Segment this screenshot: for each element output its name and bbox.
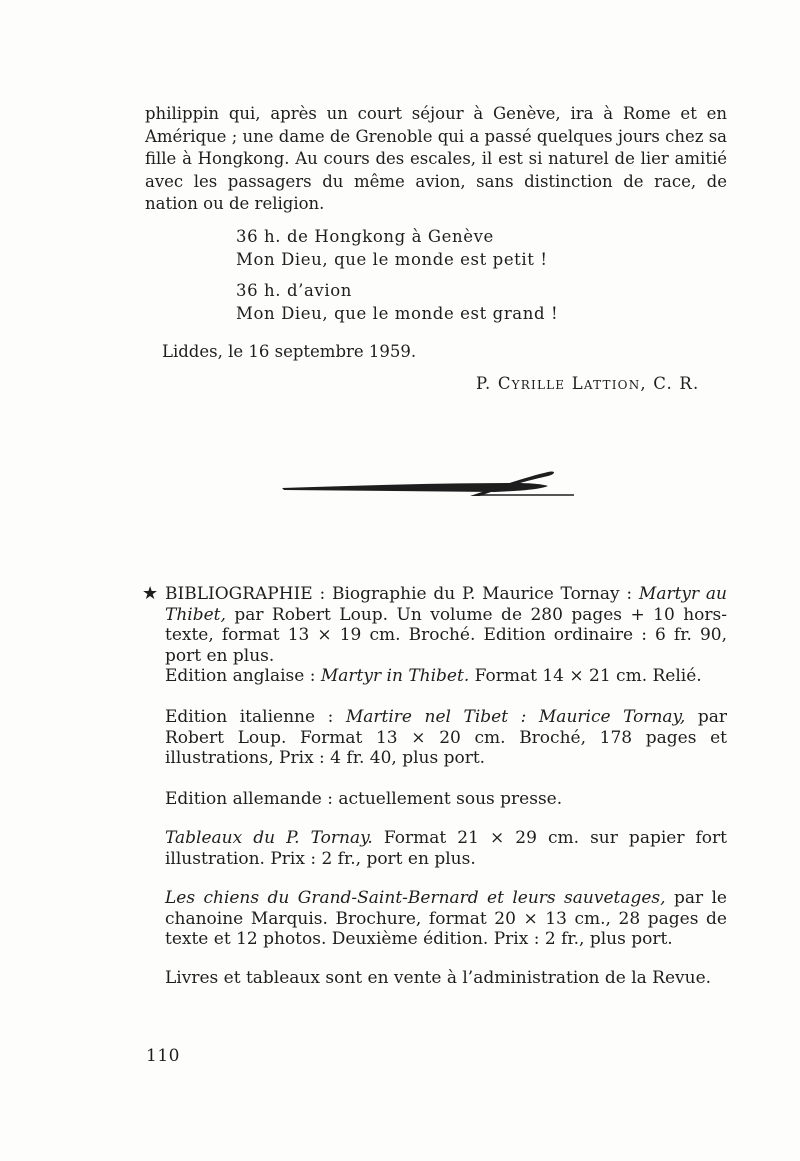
entry-text: Format 14 × 21 cm. Relié. [469,666,702,686]
bibliography-entry-7 [145,968,727,989]
bibliography-entry-5 [145,828,727,869]
book-title: Martyr au Thibet, [165,584,727,625]
bibliography-entry-1 [142,583,727,666]
poem-stanza-1 [236,226,596,271]
dateline: Liddes, le 16 septembre 1959. [162,342,417,361]
flourish-ornament-icon [280,462,580,502]
star-icon: ★ [142,583,159,604]
book-title: Tableaux du P. Tornay. [165,828,373,848]
entry-text: par Robert Loup. Un volume de 280 pages + 10 hors-texte, format 13 × 19 cm. Broché. Edition ordinaire : 6 fr. 90, port en plus. [165,604,727,666]
book-title: Les chiens du Grand-Saint-Bernard et leurs sauvetages, [165,888,666,908]
bibliography-entry-6 [145,888,727,950]
poem-line: 36 h. de Hongkong à Genève [236,227,494,246]
entry-text: Edition allemande : actuellement sous presse. [165,789,563,809]
entry-text: par Robert Loup. Format 13 × 20 cm. Broché, 178 pages et illustrations, Prix : 4 fr. 40, plus port. [165,707,728,768]
entry-text: Edition anglaise : [165,666,321,686]
book-title: Martyr in Thibet. [320,666,470,686]
poem-line: Mon Dieu, que le monde est grand ! [236,303,559,323]
poem-line: 36 h. d’avion [236,281,352,300]
author-signature: P. Cyrille Lattion, C. R. [476,374,700,393]
intro-paragraph: philippin qui, après un court séjour à Genève, ira à Rome et en Amérique ; une dame de Grenoble qui a passé quelques jours chez sa fille à Hongkong. Au cours des escales, il est si naturel de lier amitié avec les passagers du même avion, sans distinction de race, de nation ou de religion. [145,104,727,213]
bibliography-entry-4 [145,789,727,810]
bibliography-entry-3 [145,707,727,769]
entry-text: Livres et tableaux sont en vente à l’administration de la Revue. [165,968,712,988]
book-title: Martire nel Tibet : Maurice Tornay, [345,707,686,727]
entry-text: Edition italienne : [165,707,346,727]
entry-text: par le chanoine Marquis. Brochure, format 20 × 13 cm., 28 pages de texte et 12 photos. Deuxième édition. Prix : 2 fr., plus port. [165,888,727,949]
poem-stanza-2 [236,280,596,325]
entry-text: BIBLIOGRAPHIE : Biographie du P. Maurice Tornay : [165,584,639,604]
page-number: 110 [146,1046,180,1066]
bibliography-entry-2 [145,666,727,687]
entry-text: Format 21 × 29 cm. sur papier fort illustration. Prix : 2 fr., port en plus. [165,828,727,869]
poem-line: Mon Dieu, que le monde est petit ! [236,249,548,269]
